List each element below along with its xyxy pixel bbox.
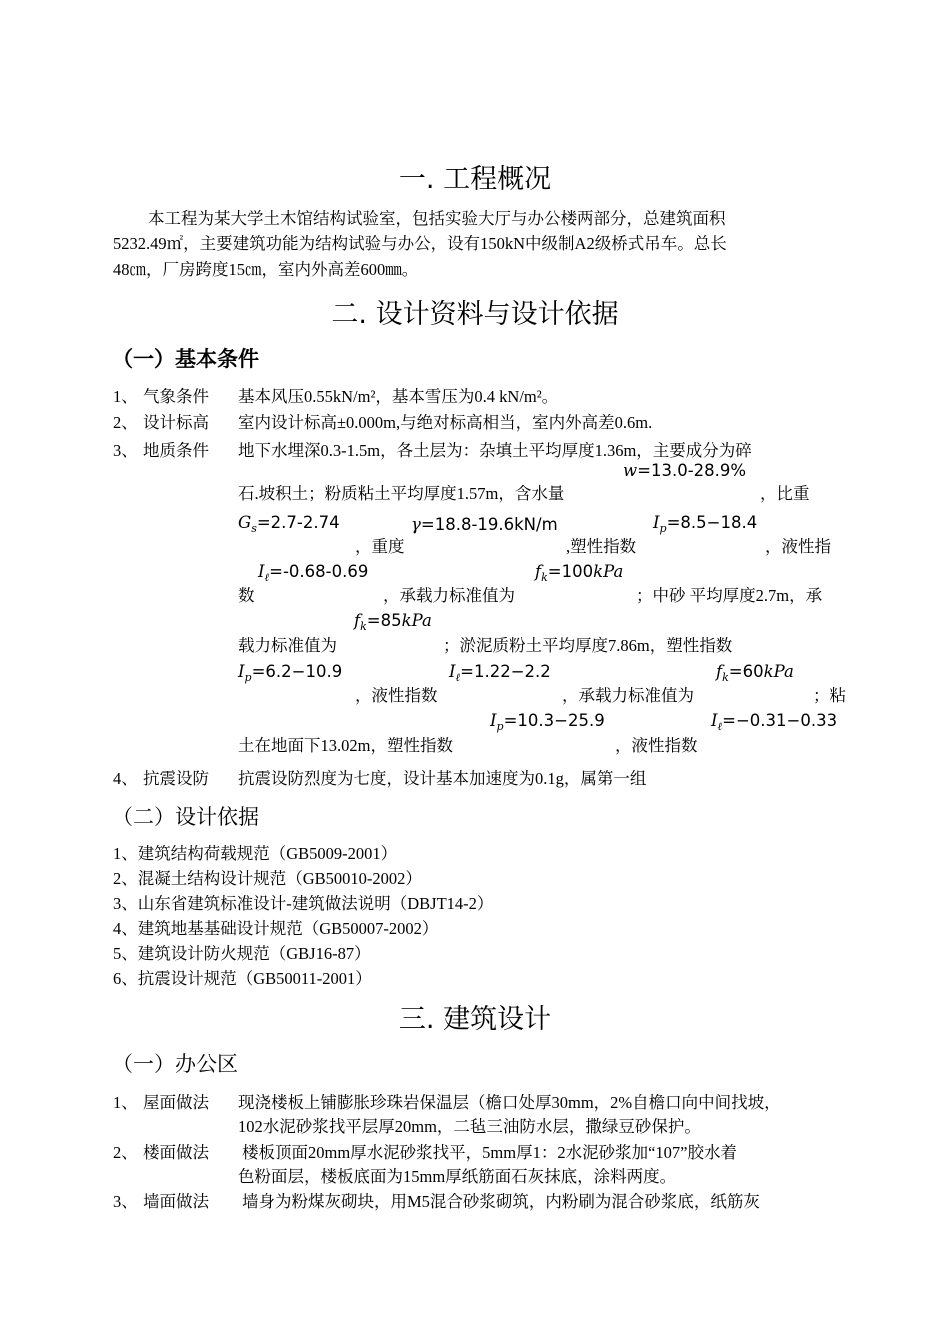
geo-text: ；淤泥质粉土平均厚度7.86m，塑性指数 xyxy=(443,636,733,655)
formula-liquidity-index: $I_\ell=-0.68-0.69$ xyxy=(258,562,369,584)
item-number: 2、 xyxy=(113,413,138,432)
section-title-overview: 一. 工程概况 xyxy=(398,164,552,195)
item-text: 102水泥砂浆找平层厚20mm，二毡三油防水层，撒绿豆砂保护。 xyxy=(238,1117,701,1136)
item-text: 楼板顶面20mm厚水泥砂浆找平，5mm厚1：2水泥砂浆加“107”胶水着 xyxy=(242,1143,737,1162)
geo-text: ，液性指 xyxy=(765,537,831,556)
formula-plasticity-index: $I_p=8.5-18.4$ xyxy=(653,513,758,535)
section-title-design-data: 二. 设计资料与设计依据 xyxy=(331,299,619,330)
formula-plasticity-index: $I_p=10.3-25.9$ xyxy=(490,711,605,733)
basis-item: 2、混凝土结构设计规范（GB50010-2002） xyxy=(113,869,422,888)
item-label: 墙面做法 xyxy=(143,1192,209,1211)
item-text: 抗震设防烈度为七度，设计基本加速度为0.1g，属第一组 xyxy=(238,769,647,788)
item-text: 墙身为粉煤灰砌块，用M5混合砂浆砌筑，内粉刷为混合砂浆底，纸筋灰 xyxy=(242,1192,760,1211)
overview-line-1: 本工程为某大学土木馆结构试验室，包括实验大厅与办公楼两部分，总建筑面积 xyxy=(148,209,726,228)
item-label: 气象条件 xyxy=(143,387,209,406)
geo-text: ；粘 xyxy=(813,686,846,705)
formula-bearing-capacity: $f_k=100kPa$ xyxy=(535,562,624,584)
item-number: 3、 xyxy=(113,441,138,460)
formula-unit-weight: γ=18.8-19.6kN/m xyxy=(411,515,558,534)
subheading-basic-conditions: （一）基本条件 xyxy=(112,347,259,371)
basis-item: 5、建筑设计防火规范（GBJ16-87） xyxy=(113,944,371,963)
geo-text: ，承载力标准值为 xyxy=(562,686,694,705)
item-number: 2、 xyxy=(113,1143,138,1162)
geo-text: ,塑性指数 xyxy=(566,537,637,556)
item-number: 1、 xyxy=(113,1093,138,1112)
subheading-office-area: （一）办公区 xyxy=(112,1052,238,1076)
item-label: 抗震设防 xyxy=(143,769,209,788)
item-text: 室内设计标高±0.000m,与绝对标高相当，室内外高差0.6m. xyxy=(238,413,653,432)
item-number: 1、 xyxy=(113,387,138,406)
geo-text: ，重度 xyxy=(355,537,405,556)
item-label: 楼面做法 xyxy=(143,1143,209,1162)
formula-liquidity-index: $I_\ell=-0.31-0.33$ xyxy=(711,711,838,733)
overview-line-2: 5232.49㎡，主要建筑功能为结构试验与办公，设有150kN中级制A2级桥式吊车。总长 xyxy=(113,234,727,253)
geo-text: 土在地面下13.02m，塑性指数 xyxy=(238,736,453,755)
item-number: 4、 xyxy=(113,769,138,788)
geo-text: 载力标准值为 xyxy=(238,636,337,655)
item-label: 屋面做法 xyxy=(143,1093,209,1112)
basis-item: 3、山东省建筑标准设计-建筑做法说明（DBJT14-2） xyxy=(113,894,494,913)
formula-specific-gravity: $G_s=2.7-2.74$ xyxy=(238,513,340,535)
geo-text: 数 xyxy=(238,586,255,605)
formula-plasticity-index: $I_p=6.2-10.9$ xyxy=(238,662,343,684)
geo-text: ；中砂 平均厚度2.7m，承 xyxy=(636,586,823,605)
geo-text: 石.坡积土；粉质粘土平均厚度1.57m，含水量 xyxy=(238,484,565,503)
item-number: 3、 xyxy=(113,1192,138,1211)
geo-text: ，承载力标准值为 xyxy=(383,586,515,605)
basis-item: 6、抗震设计规范（GB50011-2001） xyxy=(113,969,372,988)
basis-item: 1、建筑结构荷载规范（GB5009-2001） xyxy=(113,844,398,863)
geo-text: 地下水埋深0.3-1.5m，各土层为：杂填土平均厚度1.36m，主要成分为碎 xyxy=(238,441,752,460)
formula-bearing-capacity: $f_k=85kPa$ xyxy=(354,611,432,633)
item-label: 设计标高 xyxy=(143,413,209,432)
subheading-design-basis: （二）设计依据 xyxy=(112,805,259,829)
geo-text: ，液性指数 xyxy=(355,686,438,705)
item-label: 地质条件 xyxy=(143,441,209,460)
item-text: 现浇楼板上铺膨胀珍珠岩保温层（檐口处厚30mm，2%自檐口向中间找坡， xyxy=(238,1093,781,1112)
overview-line-3: 48㎝，厂房跨度15㎝，室内外高差600㎜。 xyxy=(113,260,419,279)
basis-item: 4、建筑地基基础设计规范（GB50007-2002） xyxy=(113,919,439,938)
formula-liquidity-index: $I_\ell=1.22-2.2$ xyxy=(449,662,551,684)
formula-water-content: w=13.0-28.9% xyxy=(623,461,747,480)
geo-text: ，比重 xyxy=(760,484,810,503)
section-title-architecture: 三. 建筑设计 xyxy=(398,1004,552,1035)
item-text: 基本风压0.55kN/m²，基本雪压为0.4 kN/m²。 xyxy=(238,387,559,406)
formula-bearing-capacity: $f_k=60kPa$ xyxy=(716,662,794,684)
item-text: 色粉面层，楼板底面为15mm厚纸筋面石灰抹底，涂料两度。 xyxy=(238,1167,677,1186)
geo-text: ，液性指数 xyxy=(615,736,698,755)
